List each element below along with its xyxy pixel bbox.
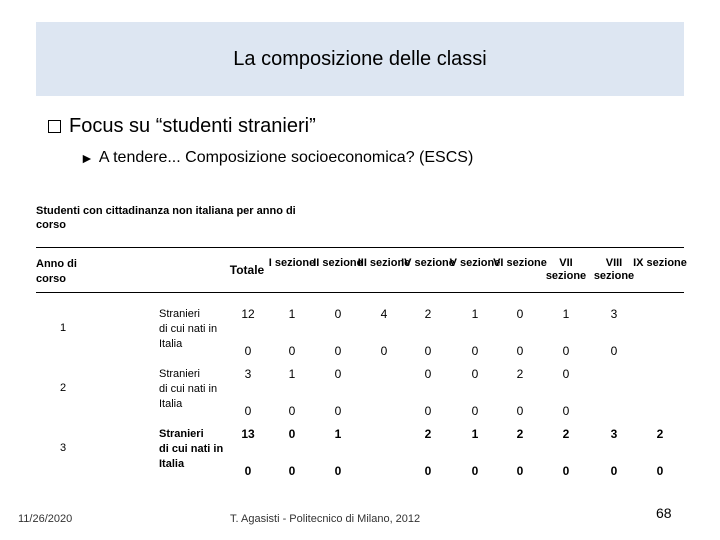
cell-totale: 3	[244, 367, 252, 381]
cell-sezione-9: 0	[656, 464, 664, 478]
header-sezione-1: I sezione	[268, 257, 316, 269]
year-label-1: 1	[60, 322, 67, 334]
page-number: 68	[656, 505, 672, 521]
table-top-rule	[36, 247, 684, 248]
cell-sezione-9: 2	[656, 427, 664, 441]
cell-sezione-2: 1	[334, 427, 342, 441]
table-caption: Studenti con cittadinanza non italiana per anno di corso	[36, 205, 296, 231]
cell-sezione-1: 0	[288, 404, 296, 418]
cell-totale: 0	[244, 344, 252, 358]
header-totale: Totale	[229, 263, 265, 277]
cell-sezione-5: 0	[471, 367, 479, 381]
row-label: Stranieri	[159, 428, 204, 440]
header-sezione-7: VII sezione	[545, 257, 587, 282]
cell-sezione-3: 0	[380, 344, 388, 358]
cell-sezione-2: 0	[334, 464, 342, 478]
year-label-2: 2	[60, 382, 67, 394]
cell-sezione-7: 2	[562, 427, 570, 441]
header-sezione-9: IX sezione	[633, 257, 687, 269]
cell-sezione-6: 0	[516, 307, 524, 321]
cell-sezione-5: 0	[471, 344, 479, 358]
footer-date: 11/26/2020	[18, 513, 73, 525]
row-labels-year-2	[159, 367, 229, 412]
bullet-focus-text: Focus su “studenti stranieri”	[69, 115, 316, 137]
cell-sezione-4: 2	[424, 427, 432, 441]
cell-totale: 0	[244, 464, 252, 478]
cell-sezione-2: 0	[334, 367, 342, 381]
cell-sezione-8: 0	[610, 464, 618, 478]
cell-sezione-6: 0	[516, 344, 524, 358]
cell-sezione-7: 0	[562, 404, 570, 418]
header-sezione-2: II sezione	[313, 257, 363, 269]
header-sezione-6: VI sezione	[493, 257, 547, 269]
cell-sezione-4: 0	[424, 404, 432, 418]
cell-sezione-5: 0	[471, 404, 479, 418]
row-labels-year-3	[159, 427, 229, 472]
row-label: di cui nati in Italia	[159, 383, 218, 410]
cell-sezione-7: 0	[562, 367, 570, 381]
cell-sezione-2: 0	[334, 344, 342, 358]
cell-sezione-5: 1	[471, 307, 479, 321]
cell-sezione-4: 0	[424, 367, 432, 381]
year-label-3: 3	[60, 442, 67, 454]
cell-sezione-7: 0	[562, 344, 570, 358]
cell-sezione-7: 1	[562, 307, 570, 321]
cell-sezione-7: 0	[562, 464, 570, 478]
cell-sezione-6: 2	[516, 427, 524, 441]
cell-sezione-1: 0	[288, 464, 296, 478]
footer-author: T. Agasisti - Politecnico di Milano, 2012	[230, 513, 421, 525]
cell-sezione-4: 0	[424, 464, 432, 478]
header-sezione-4: IV sezione	[401, 257, 455, 269]
cell-sezione-1: 1	[288, 307, 296, 321]
row-label: Stranieri	[159, 368, 200, 380]
cell-sezione-8: 0	[610, 344, 618, 358]
cell-totale: 0	[244, 404, 252, 418]
row-labels-year-1	[159, 307, 229, 352]
triangle-bullet-icon: ►	[80, 150, 94, 166]
cell-sezione-2: 0	[334, 307, 342, 321]
header-anno-di-corso: Anno di corso	[36, 258, 77, 285]
cell-sezione-1: 0	[288, 427, 296, 441]
row-label: di cui nati in Italia	[159, 323, 218, 350]
cell-sezione-4: 0	[424, 344, 432, 358]
cell-sezione-1: 1	[288, 367, 296, 381]
slide-title: La composizione delle classi	[233, 48, 487, 70]
header-sezione-3: III sezione	[357, 257, 411, 269]
row-label: Stranieri	[159, 308, 200, 320]
bullet-tendere	[80, 149, 473, 167]
cell-totale: 12	[241, 307, 255, 321]
cell-totale: 13	[241, 427, 255, 441]
cell-sezione-5: 1	[471, 427, 479, 441]
bullet-tendere-text: A tendere... Composizione socioeconomica? (ESCS)	[98, 149, 474, 166]
bullet-focus	[48, 115, 316, 138]
table-header-rule	[36, 292, 684, 293]
cell-sezione-3: 4	[380, 307, 388, 321]
title-box	[36, 22, 684, 96]
square-bullet-icon	[48, 120, 61, 133]
cell-sezione-6: 2	[516, 367, 524, 381]
row-label: di cui nati in Italia	[159, 443, 224, 470]
cell-sezione-5: 0	[471, 464, 479, 478]
cell-sezione-6: 0	[516, 464, 524, 478]
header-sezione-8: VIII sezione	[593, 257, 635, 282]
cell-sezione-4: 2	[424, 307, 432, 321]
header-sezione-5: V sezione	[449, 257, 501, 269]
cell-sezione-1: 0	[288, 344, 296, 358]
cell-sezione-2: 0	[334, 404, 342, 418]
cell-sezione-8: 3	[610, 307, 618, 321]
cell-sezione-8: 3	[610, 427, 618, 441]
cell-sezione-6: 0	[516, 404, 524, 418]
